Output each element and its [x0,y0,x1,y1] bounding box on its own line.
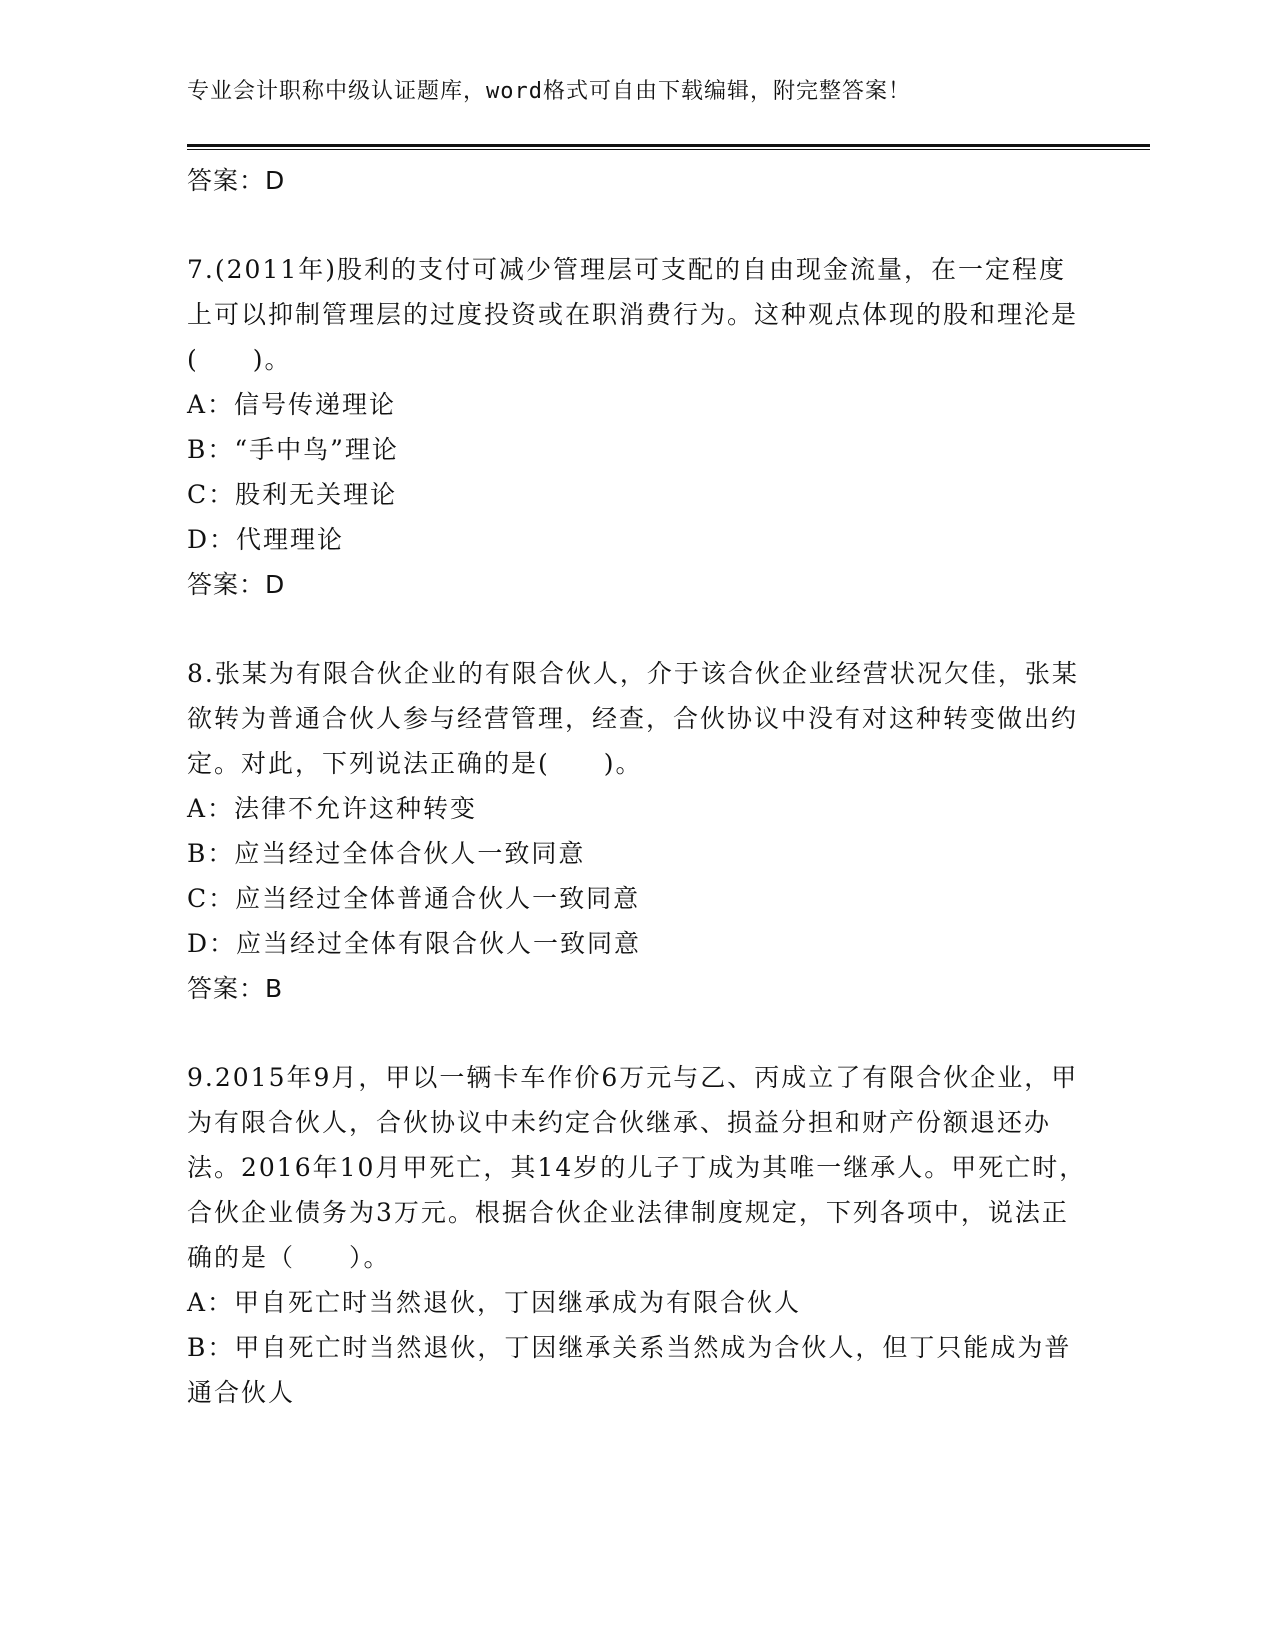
option-b: B：甲自死亡时当然退伙，丁因继承关系当然成为合伙人，但丁只能成为普通合伙人 [187,1333,1072,1407]
question-8 [187,651,1087,1011]
question-9 [187,1055,1087,1415]
header-divider [187,144,1150,150]
option-b: B：应当经过全体合伙人一致同意 [187,839,586,868]
answer-line: 答案：B [187,974,284,1003]
answer-line: 答案：D [187,166,286,195]
option-a: A：法律不允许这种转变 [187,794,478,823]
document-body [187,158,1087,1415]
option-a: A：甲自死亡时当然退伙，丁因继承成为有限合伙人 [187,1288,802,1317]
option-d: D：应当经过全体有限合伙人一致同意 [187,929,642,958]
option-d: D：代理理论 [187,525,345,554]
question-stem: 8.张某为有限合伙企业的有限合伙人，介于该合伙企业经营状况欠佳，张某欲转为普通合伙人参与经营管理，经查，合伙协议中没有对这种转变做出约定。对此，下列说法正确的是( )。 [187,659,1079,778]
question-stem: 9.2015年9月，甲以一辆卡车作价6万元与乙、丙成立了有限合伙企业，甲为有限合伙人，合伙协议中未约定合伙继承、损益分担和财产份额退还办法。2016年10月甲死亡，其14岁的儿子丁成为其唯一继承人。甲死亡时，合伙企业债务为3万元。根据合伙企业法律制度规定，下列各项中，说法正确的是（ ）。 [187,1063,1087,1272]
option-c: C：应当经过全体普通合伙人一致同意 [187,884,641,913]
option-b: B：“手中鸟”理论 [187,435,399,464]
question-7 [187,247,1087,607]
question-stem: 7.(2011年)股利的支付可减少管理层可支配的自由现金流量，在一定程度上可以抑制管理层的过度投资或在职消费行为。这种观点体现的股和理沦是( )。 [187,255,1079,374]
answer-line: 答案：D [187,570,286,599]
option-c: C：股利无关理论 [187,480,398,509]
page-header: 专业会计职称中级认证题库，word格式可自由下载编辑，附完整答案！ [187,79,911,104]
option-a: A：信号传递理论 [187,390,397,419]
